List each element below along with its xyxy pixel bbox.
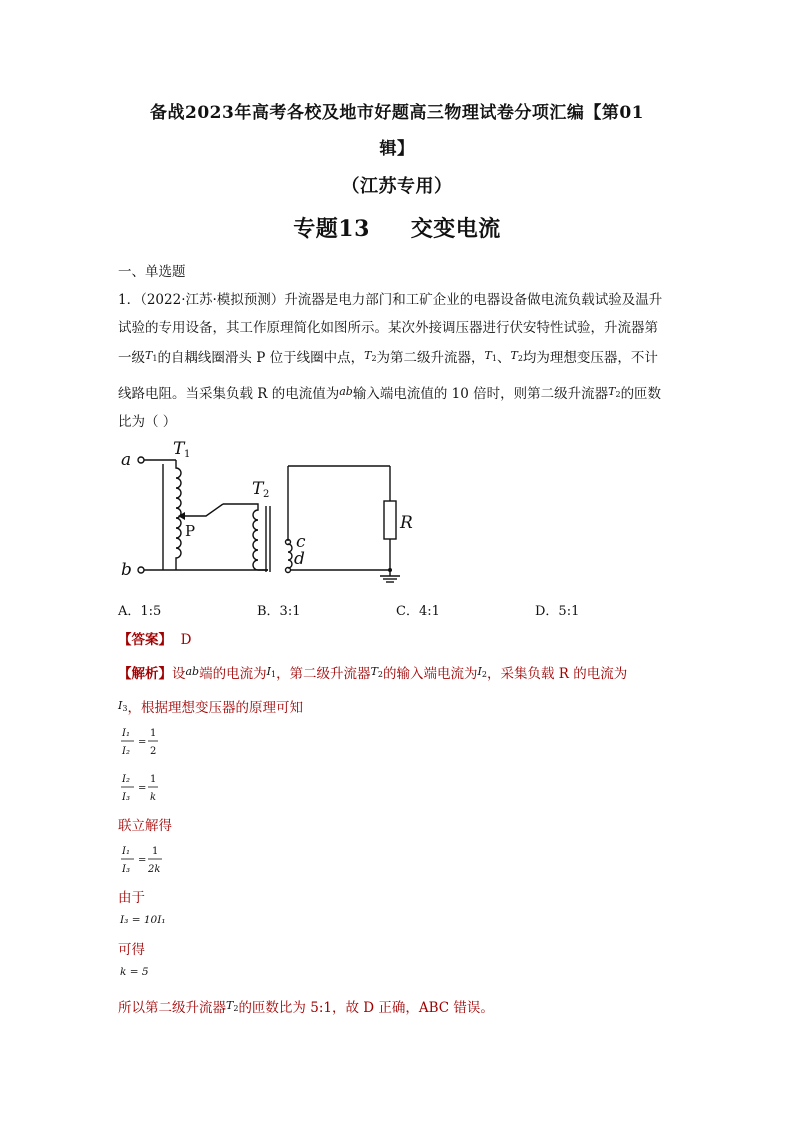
- svg-text:I₃: I₃: [122, 792, 130, 803]
- symbol-ab: ab: [339, 385, 353, 398]
- because-text: 由于: [118, 890, 145, 906]
- conclusion-text: 的匝数比为 5:1，故 D 正确，ABC 错误。: [238, 1000, 494, 1016]
- q-text: 线路电阻。当采集负载 R 的电流值为: [118, 386, 340, 402]
- resistor-R: [384, 501, 396, 539]
- q-text: 的自耦线圈滑头 P 位于线圈中点，: [157, 350, 365, 366]
- symbol-I3: I3: [118, 699, 128, 713]
- svg-text:=: =: [138, 737, 147, 748]
- conclusion-line: [118, 996, 494, 1016]
- symbol-T2: T2: [608, 385, 621, 399]
- paper-title-line2: 辑】: [379, 139, 415, 159]
- analysis-text: ，第二级升流器: [276, 666, 371, 682]
- q-text: 的匝数: [620, 386, 662, 402]
- analysis-label: 【解析】: [118, 666, 172, 682]
- question-line-5: 比为（ ）: [118, 414, 177, 430]
- symbol-I2: I2: [477, 665, 487, 679]
- label-d: d: [294, 549, 305, 569]
- svg-text:2: 2: [150, 746, 157, 757]
- analysis-line-2: [118, 696, 303, 716]
- svg-text:I₂: I₂: [122, 774, 130, 785]
- option-a: A．1:5: [118, 604, 162, 619]
- label-R: R: [400, 513, 413, 533]
- analysis-text: 的输入端电流为: [383, 666, 478, 682]
- analysis-text: 端的电流为: [199, 666, 267, 682]
- q-text: 为第二级升流器，: [376, 350, 485, 366]
- option-b: B．3:1: [257, 604, 301, 619]
- equation-1: [120, 724, 180, 760]
- symbol-T1: T1: [145, 349, 158, 363]
- label-c: c: [296, 532, 306, 552]
- svg-text:I₂: I₂: [122, 746, 130, 757]
- answer-line: [118, 628, 191, 648]
- paper-title-line1: 备战2023年高考各校及地市好题高三物理试卷分项汇编【第01: [150, 103, 644, 123]
- question-line-4: [118, 382, 661, 402]
- answer-value: D: [180, 632, 192, 648]
- label-T2-sub: 2: [263, 489, 270, 500]
- label-a: a: [121, 450, 132, 470]
- svg-text:I₁: I₁: [122, 728, 130, 739]
- svg-text:1: 1: [150, 728, 157, 739]
- question-line-2: 试验的专用设备，其工作原理简化如图所示。某次外接调压器进行伏安特性试验，升流器第: [118, 320, 658, 336]
- obtain-text: 可得: [118, 942, 145, 958]
- conclusion-text: 所以第二级升流器: [118, 1000, 226, 1016]
- svg-text:=: =: [138, 783, 147, 794]
- analysis-text: ，采集负载 R 的电流为: [486, 666, 628, 682]
- slider-wire: [182, 504, 223, 516]
- junction-dot: [388, 568, 392, 572]
- section-heading: 一、单选题: [118, 264, 186, 280]
- terminal-b: [138, 567, 144, 573]
- symbol-I1: I1: [266, 665, 277, 679]
- symbol-T2: T2: [370, 665, 383, 679]
- svg-text:I₁: I₁: [122, 846, 130, 857]
- q-text: 均为理想变压器，不计: [522, 350, 658, 366]
- svg-text:I₃: I₃: [122, 864, 130, 875]
- label-b: b: [121, 560, 132, 580]
- svg-text:1: 1: [150, 774, 157, 785]
- symbol-T2: T2: [510, 349, 523, 363]
- topic-title: 专题13 交变电流: [293, 216, 501, 242]
- option-c: C．4:1: [396, 604, 440, 619]
- question-line-1: 1．（2022·江苏·模拟预测）升流器是电力部门和工矿企业的电器设备做电流负载试验及温升: [118, 292, 663, 308]
- circuit-diagram: [118, 438, 418, 586]
- svg-text:k: k: [150, 792, 157, 803]
- t2-secondary-coil: [288, 544, 292, 568]
- analysis-text: 设: [172, 666, 186, 682]
- q-text: 一级: [118, 350, 145, 366]
- question-line-3: [118, 346, 658, 366]
- q-text: 输入端电流值的 10 倍时，则第二级升流器: [352, 386, 609, 402]
- equation-4: I₃ = 10I₁: [120, 914, 166, 926]
- symbol-T2: T2: [226, 999, 239, 1013]
- paper-subtitle: （江苏专用）: [341, 176, 453, 197]
- svg-text:=: =: [138, 855, 147, 866]
- analysis-text: ，根据理想变压器的原理可知: [127, 700, 303, 716]
- symbol-T1: T1: [484, 349, 497, 363]
- label-T1-sub: 1: [184, 449, 191, 460]
- analysis-line-1: [118, 662, 627, 682]
- equation-3: [120, 842, 180, 878]
- label-P: P: [185, 522, 196, 540]
- equation-5: k = 5: [120, 966, 149, 978]
- option-d: D．5:1: [535, 604, 580, 619]
- label-T1: T: [173, 439, 185, 459]
- label-T2: T: [252, 479, 264, 499]
- symbol-T2: T2: [364, 349, 377, 363]
- t2-primary-coil: [223, 504, 268, 570]
- q-text: 、: [496, 350, 511, 366]
- symbol-ab: ab: [185, 665, 200, 678]
- terminal-a: [138, 457, 144, 463]
- combine-text: 联立解得: [118, 818, 172, 834]
- answer-label: 【答案】: [118, 632, 172, 648]
- equation-2: [120, 770, 180, 806]
- svg-text:1: 1: [152, 846, 159, 857]
- svg-text:2k: 2k: [148, 864, 161, 875]
